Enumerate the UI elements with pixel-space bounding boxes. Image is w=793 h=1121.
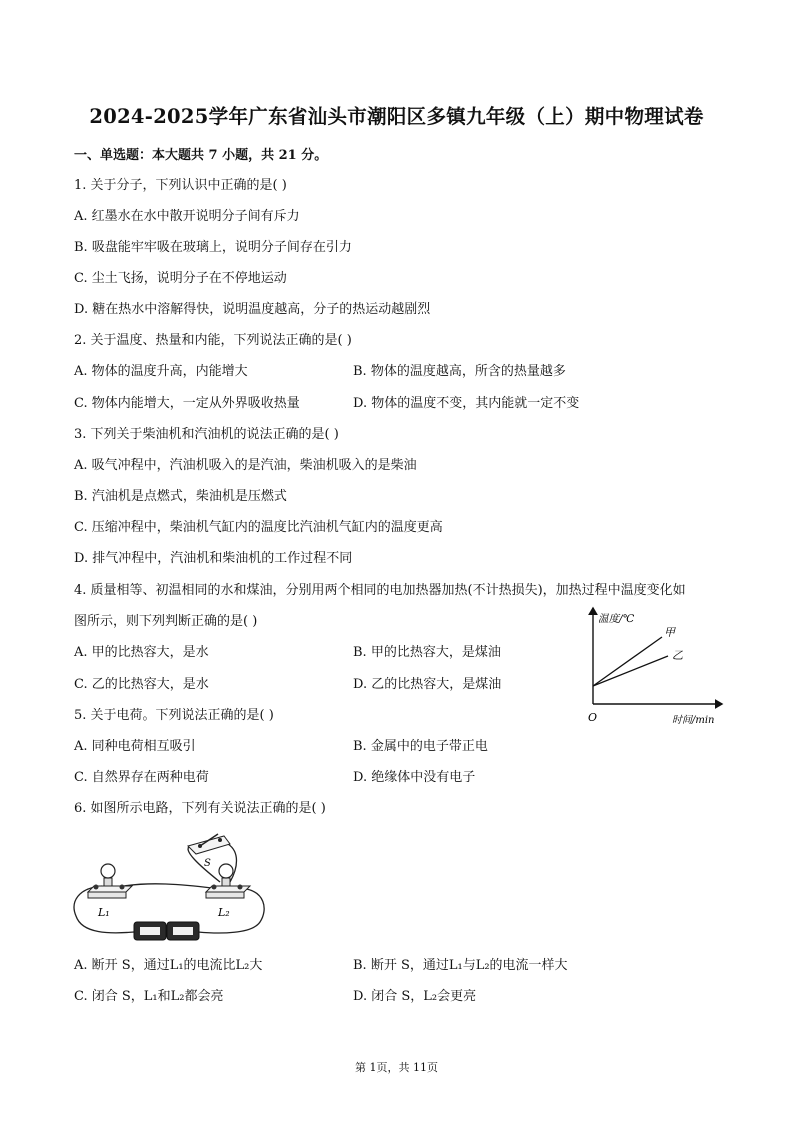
graph-ylabel: 温度/℃	[598, 613, 635, 625]
question-3-option-c: C. 压缩冲程中，柴油机气缸内的温度比汽油机气缸内的温度更高	[74, 520, 443, 535]
lamp-l1	[88, 864, 132, 898]
question-2-stem: 2. 关于温度、热量和内能，下列说法正确的是( )	[74, 333, 352, 348]
question-1-option-c: C. 尘土飞扬，说明分子在不停地运动	[74, 271, 287, 286]
switch-s	[188, 834, 230, 854]
question-5-option-b: B. 金属中的电子带正电	[353, 739, 488, 754]
question-5-option-d: D. 绝缘体中没有电子	[353, 770, 476, 785]
lamp-l2-label: L₂	[218, 906, 230, 919]
question-6-option-b: B. 断开 S，通过L₁与L₂的电流一样大	[353, 958, 568, 973]
question-3-option-d: D. 排气冲程中，汽油机和柴油机的工作过程不同	[74, 551, 353, 566]
question-4-option-b: B. 甲的比热容大，是煤油	[353, 645, 501, 660]
question-4-option-c: C. 乙的比热容大，是水	[74, 677, 209, 692]
graph-line-yi	[593, 656, 668, 686]
question-1-stem: 1. 关于分子，下列认识中正确的是( )	[74, 178, 287, 193]
graph-line-jia	[593, 637, 662, 686]
graph-label-yi: 乙	[672, 649, 683, 662]
question-2-option-a: A. 物体的温度升高，内能增大	[74, 364, 248, 379]
question-5-option-c: C. 自然界存在两种电荷	[74, 770, 209, 785]
question-1-option-a: A. 红墨水在水中散开说明分子间有斥力	[74, 209, 300, 224]
question-1-option-d: D. 糖在热水中溶解得快，说明温度越高，分子的热运动越剧烈	[74, 302, 431, 317]
page-title: 2024-2025学年广东省汕头市潮阳区多镇九年级（上）期中物理试卷	[89, 105, 704, 128]
question-3-option-a: A. 吸气冲程中，汽油机吸入的是汽油，柴油机吸入的是柴油	[74, 458, 417, 473]
section-heading: 一、单选题：本大题共 7 小题，共 21 分。	[74, 148, 328, 163]
temperature-time-graph	[580, 604, 728, 728]
page-footer: 第 1页，共 11页	[355, 1061, 438, 1074]
question-6-stem: 6. 如图所示电路，下列有关说法正确的是( )	[74, 801, 326, 816]
question-2-option-b: B. 物体的温度越高，所含的热量越多	[353, 364, 566, 379]
question-1-option-b: B. 吸盘能牢牢吸在玻璃上，说明分子间存在引力	[74, 240, 352, 255]
question-5-option-a: A. 同种电荷相互吸引	[74, 739, 196, 754]
graph-xlabel: 时间/min	[672, 715, 715, 726]
question-2-option-c: C. 物体内能增大，一定从外界吸收热量	[74, 396, 300, 411]
switch-label: S	[204, 858, 211, 869]
question-6-option-d: D. 闭合 S，L₂会更亮	[353, 989, 477, 1004]
question-4-option-a: A. 甲的比热容大，是水	[74, 645, 209, 660]
lamp-l2	[206, 864, 250, 898]
circuit-diagram	[70, 830, 270, 946]
question-4-option-d: D. 乙的比热容大，是煤油	[353, 677, 502, 692]
graph-origin: O	[588, 711, 598, 724]
battery	[134, 922, 199, 940]
question-4-stem-line2: 图所示，则下列判断正确的是( )	[74, 614, 258, 629]
question-5-stem: 5. 关于电荷。下列说法正确的是( )	[74, 708, 274, 723]
question-6-option-a: A. 断开 S，通过L₁的电流比L₂大	[74, 958, 263, 973]
graph-label-jia: 甲	[664, 626, 675, 639]
question-2-option-d: D. 物体的温度不变，其内能就一定不变	[353, 396, 580, 411]
question-6-option-c: C. 闭合 S，L₁和L₂都会亮	[74, 989, 224, 1004]
lamp-l1-label: L₁	[98, 906, 110, 919]
question-3-stem: 3. 下列关于柴油机和汽油机的说法正确的是( )	[74, 427, 339, 442]
question-4-stem-line1: 4. 质量相等、初温相同的水和煤油，分别用两个相同的电加热器加热(不计热损失)，加热过程中温度变化如	[74, 583, 686, 598]
question-3-option-b: B. 汽油机是点燃式，柴油机是压燃式	[74, 489, 287, 504]
